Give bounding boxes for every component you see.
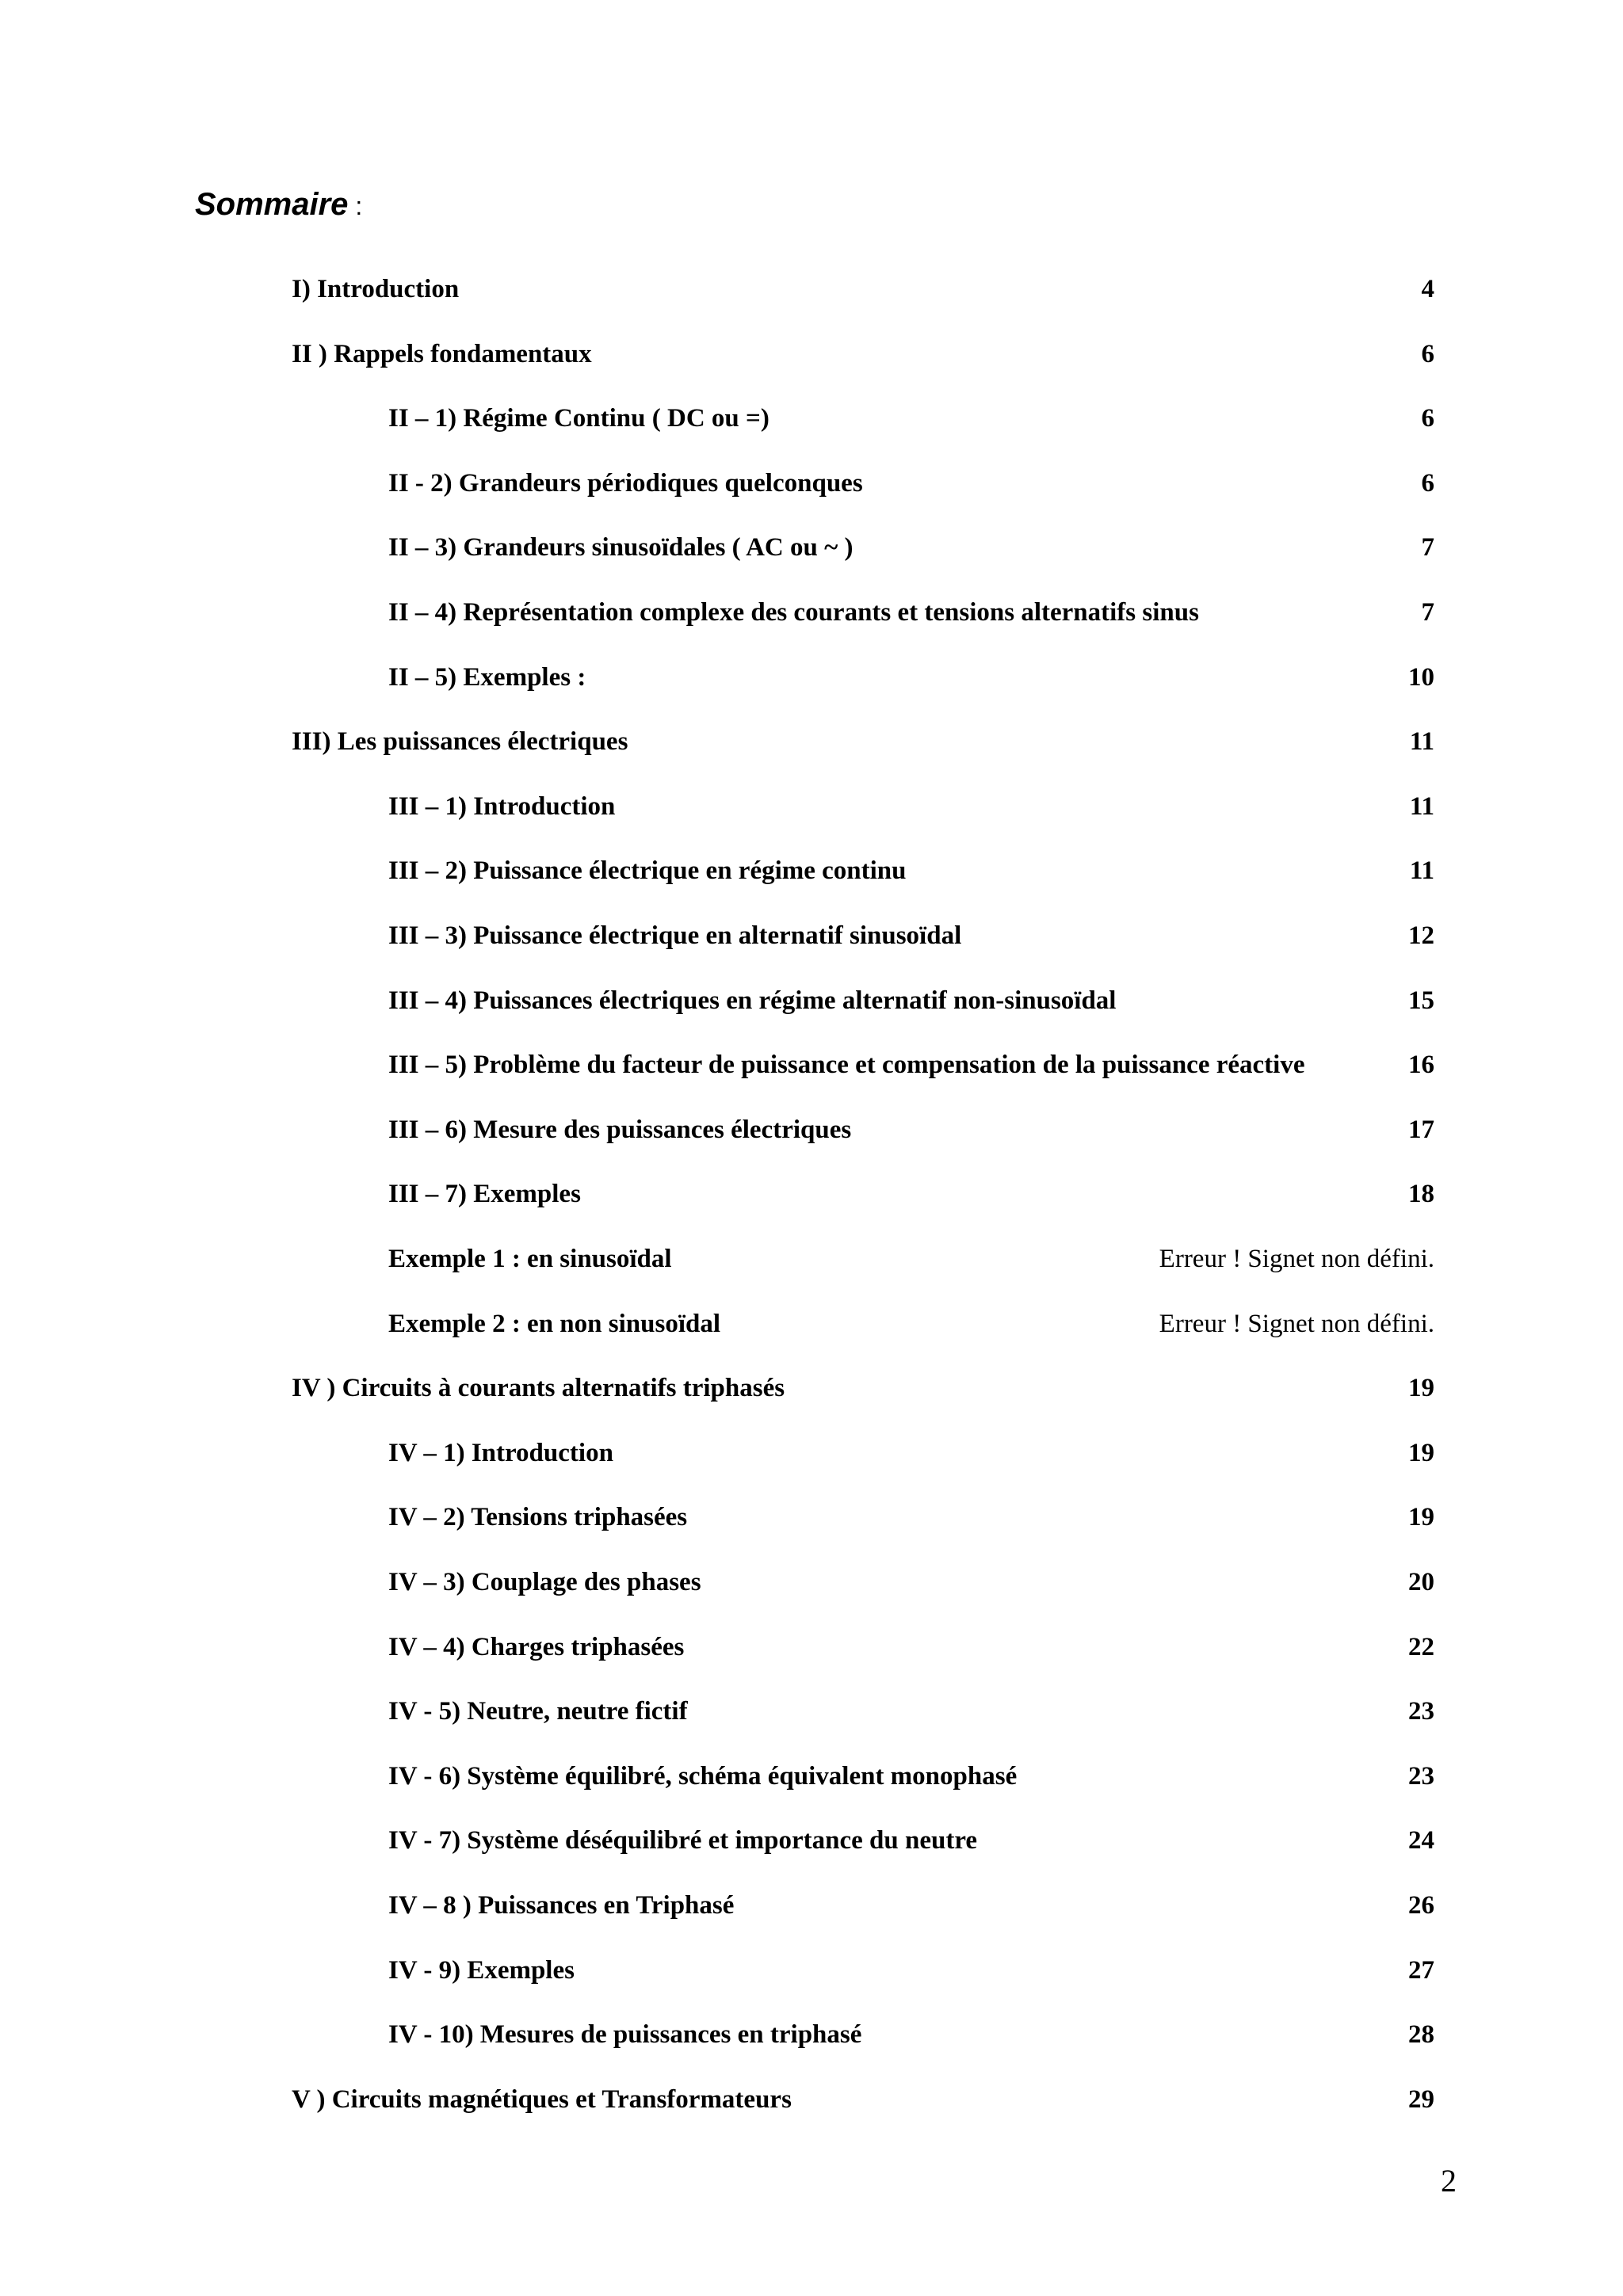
toc-entry-page: 23: [1408, 1761, 1434, 1791]
toc-entry[interactable]: [388, 1174, 1434, 1214]
toc-entry-label: IV - 9) Exemples: [388, 1955, 575, 1985]
toc-entry[interactable]: [388, 658, 1434, 697]
toc-entry[interactable]: [388, 2015, 1434, 2054]
toc-entry[interactable]: [388, 1045, 1434, 1085]
toc-entry[interactable]: [388, 1886, 1434, 1925]
toc-entry-label: IV - 7) Système déséquilibré et importance du neutre: [388, 1826, 978, 1855]
toc-entry-label: V ) Circuits magnétiques et Transformateurs: [292, 2084, 792, 2114]
toc-entry-label: IV – 3) Couplage des phases: [388, 1568, 701, 1596]
toc-entry[interactable]: [388, 463, 1434, 503]
title-word: Sommaire: [195, 187, 349, 222]
toc-entry-label: III – 5) Problème du facteur de puissance et compensation de la puissance réactive: [388, 1051, 1305, 1080]
toc-entry[interactable]: [388, 1951, 1434, 1990]
toc-entry-page: 28: [1408, 2020, 1434, 2050]
toc-entry[interactable]: [292, 722, 1434, 761]
toc-entry-page: 7: [1421, 598, 1434, 627]
toc-entry-page: 18: [1408, 1180, 1434, 1209]
toc-entry-label: Exemple 1 : en sinusoïdal: [388, 1245, 672, 1273]
toc-entry-label: III – 6) Mesure des puissances électriques: [388, 1115, 852, 1144]
title-colon: :: [348, 192, 363, 220]
toc-entry-page: 24: [1408, 1826, 1434, 1855]
toc-entry-label: II – 3) Grandeurs sinusoïdales ( AC ou ~ ): [388, 533, 854, 563]
toc-entry-label: IV – 8 ) Puissances en Triphasé: [388, 1891, 735, 1920]
toc-entry-label: III – 2) Puissance électrique en régime continu: [388, 856, 907, 886]
toc-entry-page: 7: [1421, 533, 1434, 563]
toc-entry-page: 6: [1421, 339, 1434, 368]
toc-entry-label: II ) Rappels fondamentaux: [292, 339, 592, 368]
toc-entry-page: 11: [1409, 727, 1434, 757]
toc-entry-page: 20: [1408, 1568, 1434, 1596]
toc-entry-page: 19: [1408, 1374, 1434, 1403]
toc-entry-label: III – 4) Puissances électriques en régime alternatif non-sinusoïdal: [388, 986, 1117, 1015]
toc-entry[interactable]: [292, 2080, 1434, 2119]
toc-entry[interactable]: [388, 981, 1434, 1020]
toc-entry-label: II – 4) Représentation complexe des courants et tensions alternatifs sinus: [388, 598, 1199, 627]
toc-entry-label: II – 5) Exemples :: [388, 662, 586, 692]
toc-entry-page: 11: [1409, 856, 1434, 886]
toc-entry-page: 12: [1408, 921, 1434, 950]
toc-entry-label: IV - 5) Neutre, neutre fictif: [388, 1697, 688, 1726]
toc-entry-page: 6: [1421, 404, 1434, 433]
toc-entry[interactable]: [388, 1756, 1434, 1796]
toc-entry[interactable]: [388, 1627, 1434, 1667]
toc-entry-page: 23: [1408, 1697, 1434, 1726]
toc-entry-label: I) Introduction: [292, 275, 460, 303]
toc-entry[interactable]: [388, 1821, 1434, 1860]
toc-entry[interactable]: [388, 1497, 1434, 1537]
toc-entry-label: IV – 2) Tensions triphasées: [388, 1503, 688, 1532]
toc-entry[interactable]: [388, 528, 1434, 567]
toc-entry-page: 15: [1408, 986, 1434, 1015]
toc-entry-error: Erreur ! Signet non défini.: [1159, 1309, 1434, 1338]
toc-entry-page: 27: [1408, 1955, 1434, 1985]
toc-entry-page: 17: [1408, 1115, 1434, 1144]
toc-entry-page: 29: [1408, 2084, 1434, 2114]
toc-entry[interactable]: [388, 787, 1434, 826]
toc-entry[interactable]: [292, 269, 1434, 309]
toc-entry-page: 16: [1408, 1051, 1434, 1080]
toc-entry[interactable]: [388, 1433, 1434, 1473]
toc-entry-page: 11: [1409, 791, 1434, 821]
toc-entry-label: IV – 4) Charges triphasées: [388, 1632, 685, 1661]
toc-entry-page: 19: [1408, 1438, 1434, 1467]
toc-entry-page: 26: [1408, 1891, 1434, 1920]
toc-entry-error: Erreur ! Signet non défini.: [1159, 1245, 1434, 1273]
toc-entry[interactable]: [388, 1562, 1434, 1602]
toc-entry[interactable]: [388, 1691, 1434, 1731]
toc-entry-page: 22: [1408, 1632, 1434, 1661]
toc-entry-page: 10: [1408, 662, 1434, 692]
toc-entry-label: IV – 1) Introduction: [388, 1438, 613, 1467]
toc-entry-label: II – 1) Régime Continu ( DC ou =): [388, 404, 769, 433]
toc-entry-label: II - 2) Grandeurs périodiques quelconques: [388, 468, 863, 498]
toc-entry-label: IV ) Circuits à courants alternatifs triphasés: [292, 1374, 785, 1403]
toc-entry[interactable]: [388, 399, 1434, 438]
toc-entry-page: 19: [1408, 1503, 1434, 1532]
toc-entry[interactable]: [388, 1110, 1434, 1150]
toc-entry[interactable]: [388, 851, 1434, 891]
toc-entry-label: IV - 10) Mesures de puissances en triphasé: [388, 2020, 862, 2050]
toc-entry-page: 6: [1421, 468, 1434, 498]
toc-entry[interactable]: [388, 1304, 1434, 1344]
toc-entry[interactable]: [292, 1368, 1434, 1408]
toc-entry-label: III – 1) Introduction: [388, 791, 616, 821]
toc-entry-page: 4: [1421, 275, 1434, 303]
toc-entry[interactable]: [388, 593, 1434, 632]
toc-entry[interactable]: [388, 916, 1434, 955]
toc-entry[interactable]: [292, 334, 1434, 374]
toc-entry-label: III – 7) Exemples: [388, 1180, 581, 1209]
toc-entry-label: IV - 6) Système équilibré, schéma équivalent monophasé: [388, 1761, 1018, 1791]
toc-entry-label: III) Les puissances électriques: [292, 727, 628, 757]
toc-entry[interactable]: [388, 1239, 1434, 1279]
page-number: 2: [1441, 2163, 1457, 2199]
toc-entry-label: Exemple 2 : en non sinusoïdal: [388, 1309, 721, 1338]
toc-entry-label: III – 3) Puissance électrique en alternatif sinusoïdal: [388, 921, 962, 950]
